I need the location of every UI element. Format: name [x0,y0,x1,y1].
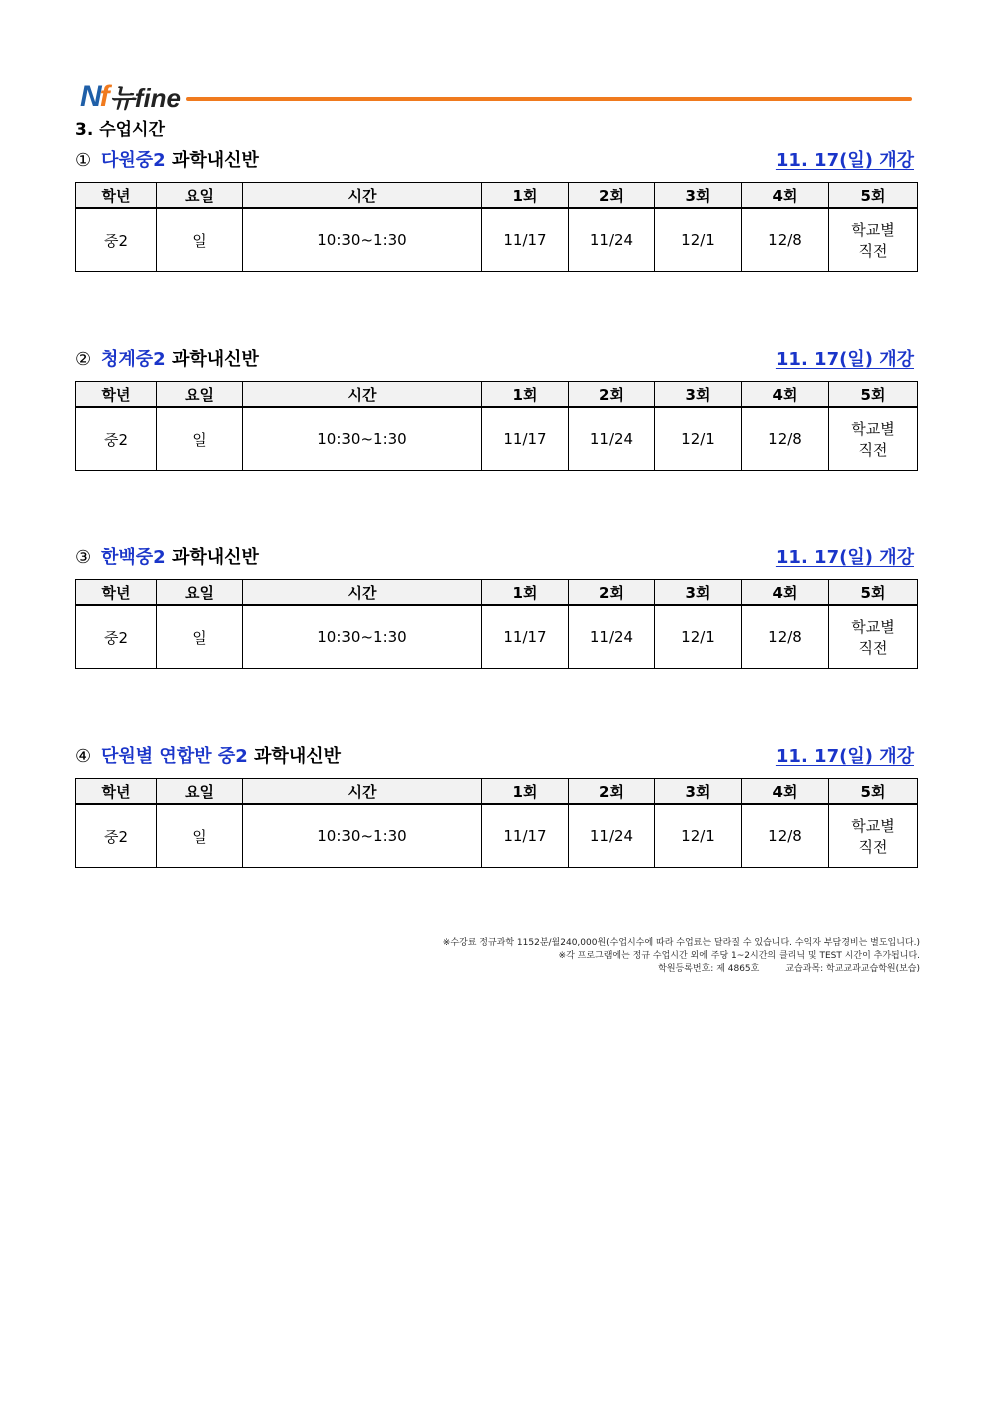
table-row [76,407,918,471]
header-session-5: 5회 [829,580,918,606]
cell-day: 일 [157,407,243,471]
cell-session-2: 11/24 [569,407,655,471]
header-grade: 학년 [76,382,157,408]
header-time: 시간 [243,779,482,805]
cell-grade: 중2 [76,804,157,868]
cell-session-2: 11/24 [569,804,655,868]
cell-session-4: 12/8 [742,605,829,669]
header-session-5: 5회 [829,779,918,805]
cell-grade: 중2 [76,407,157,471]
header-session-4: 4회 [742,183,829,209]
header-session-3: 3회 [655,183,742,209]
cell-session-1: 11/17 [482,605,569,669]
table-row [76,804,918,868]
header-time: 시간 [243,580,482,606]
schedule-table [75,778,918,868]
open-date: 11. 17(일) 개강 [775,746,914,767]
cell-session-5: 학교별 직전 [829,804,918,868]
header-session-1: 1회 [482,779,569,805]
table-row [76,605,918,669]
header-session-2: 2회 [569,183,655,209]
header-day: 요일 [157,183,243,209]
header-session-4: 4회 [742,580,829,606]
header-session-3: 3회 [655,382,742,408]
header-session-1: 1회 [482,580,569,606]
class-block-1 [75,144,917,272]
cell-session-4: 12/8 [742,804,829,868]
header-time: 시간 [243,382,482,408]
header-session-2: 2회 [569,382,655,408]
header-session-4: 4회 [742,382,829,408]
header-grade: 학년 [76,779,157,805]
cell-session-2: 11/24 [569,208,655,272]
logo-mark: Nf [80,80,108,113]
header-session-1: 1회 [482,382,569,408]
note-tuition: ※수강료 정규과학 1152분/월240,000원(수업시수에 따라 수업료는 달라질 수 있습니다. 수익자 부담경비는 별도입니다.) [442,938,920,948]
logo [80,78,181,112]
cell-day: 일 [157,208,243,272]
class-title: ① 다원중2 과학내신반 [75,150,259,171]
cell-session-3: 12/1 [655,208,742,272]
schedule-table [75,381,918,471]
cell-time: 10:30~1:30 [243,407,482,471]
note-registration: 학원등록번호: 제 4865호 교습과목: 학교교과교습학원(보습) [658,964,920,974]
section-title: 3. 수업시간 [75,120,165,140]
note-clinic: ※각 프로그램에는 정규 수업시간 외에 주당 1~2시간의 클리닉 및 TEST 시간이 추가됩니다. [558,951,920,961]
open-date: 11. 17(일) 개강 [775,349,914,370]
header-session-4: 4회 [742,779,829,805]
cell-session-5: 학교별 직전 [829,407,918,471]
cell-time: 10:30~1:30 [243,208,482,272]
cell-session-3: 12/1 [655,407,742,471]
class-title: ② 청계중2 과학내신반 [75,349,259,370]
cell-day: 일 [157,804,243,868]
schedule-table [75,579,918,669]
class-title: ③ 한백중2 과학내신반 [75,547,259,568]
class-title: ④ 단원별 연합반 중2 과학내신반 [75,746,341,767]
cell-time: 10:30~1:30 [243,605,482,669]
class-block-4 [75,740,917,868]
cell-session-5: 학교별 직전 [829,208,918,272]
header-session-5: 5회 [829,183,918,209]
header-session-2: 2회 [569,779,655,805]
header-session-5: 5회 [829,382,918,408]
header-session-1: 1회 [482,183,569,209]
header-day: 요일 [157,382,243,408]
header-day: 요일 [157,580,243,606]
cell-session-1: 11/17 [482,804,569,868]
header-day: 요일 [157,779,243,805]
cell-session-1: 11/17 [482,407,569,471]
class-block-3 [75,541,917,669]
table-row [76,208,918,272]
open-date: 11. 17(일) 개강 [775,547,914,568]
header-grade: 학년 [76,183,157,209]
cell-session-3: 12/1 [655,804,742,868]
logo-text: 뉴fine [109,83,182,113]
cell-time: 10:30~1:30 [243,804,482,868]
cell-session-3: 12/1 [655,605,742,669]
cell-session-4: 12/8 [742,208,829,272]
cell-grade: 중2 [76,605,157,669]
header-session-3: 3회 [655,580,742,606]
class-block-2 [75,343,917,471]
open-date: 11. 17(일) 개강 [775,150,914,171]
header-session-3: 3회 [655,779,742,805]
header-time: 시간 [243,183,482,209]
header-rule [186,97,912,101]
header-session-2: 2회 [569,580,655,606]
footnotes [443,937,920,976]
cell-session-2: 11/24 [569,605,655,669]
cell-session-1: 11/17 [482,208,569,272]
cell-session-4: 12/8 [742,407,829,471]
cell-grade: 중2 [76,208,157,272]
schedule-table [75,182,918,272]
header-grade: 학년 [76,580,157,606]
cell-day: 일 [157,605,243,669]
cell-session-5: 학교별 직전 [829,605,918,669]
